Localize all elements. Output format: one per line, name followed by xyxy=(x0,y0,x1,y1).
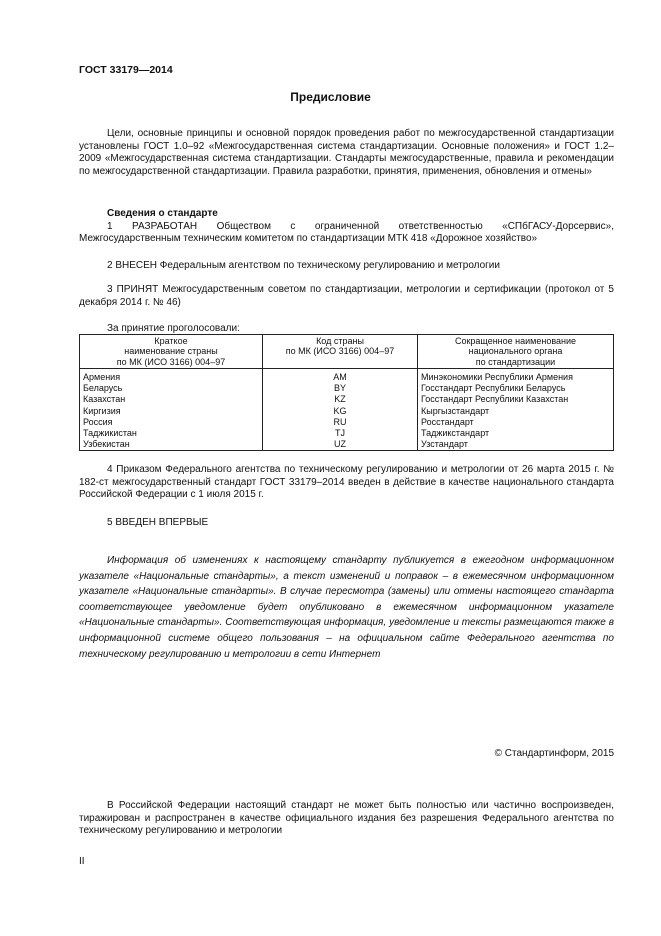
order-item: 4 Приказом Федерального агентства по техническому регулированию и метрологии от 26 марта 2015 г. № 182-ст межгосударственный стандарт ГОСТ 33179–2014 введен в действие в качестве национального стандарта Российской Федерации с 1 июля 2015 г. xyxy=(79,464,614,501)
table-row xyxy=(80,369,614,383)
table-row xyxy=(80,428,614,439)
table-header-row xyxy=(80,335,614,369)
body-cell: Минэкономики Республики Армения xyxy=(418,369,614,383)
code-cell: UZ xyxy=(263,439,418,451)
intro-paragraph xyxy=(79,128,614,178)
code-cell: RU xyxy=(263,416,418,427)
introduced-by-item: 2 ВНЕСЕН Федеральным агентством по техническому регулированию и метрологии xyxy=(107,260,500,271)
table-row xyxy=(80,394,614,405)
copyright-notice: © Стандартинформ, 2015 xyxy=(494,748,614,759)
body-cell: Таджикстандарт xyxy=(418,428,614,439)
page-number: II xyxy=(79,856,85,867)
body-cell: Госстандарт Республики Беларусь xyxy=(418,383,614,394)
reproduction-notice: В Российской Федерации настоящий стандарт не может быть полностью или частично воспроизведен, тиражирован и распространен в качестве официального издания без разрешения Федерального агентства по техническому регулированию и метрологии xyxy=(79,800,614,837)
body-cell: Госстандарт Республики Казахстан xyxy=(418,394,614,405)
developed-by-item: 1 РАЗРАБОТАН Обществом с ограниченной ответственностью «СПбГАСУ-Дорсервис», Межгосударственным техническим комитетом по стандартизации МТК 418 «Дорожное хозяйство» xyxy=(79,220,614,245)
standard-info-heading: Сведения о стандарте xyxy=(107,208,218,219)
table-row xyxy=(80,383,614,394)
table-row xyxy=(80,405,614,416)
table-row xyxy=(80,439,614,451)
body-cell: Росстандарт xyxy=(418,416,614,427)
table-row xyxy=(80,416,614,427)
header-body: Сокращенное наименование национального органа по стандартизации xyxy=(418,335,614,369)
body-cell: Узстандарт xyxy=(418,439,614,451)
page-title: Предисловие xyxy=(290,90,371,104)
country-cell: Беларусь xyxy=(80,383,263,394)
country-cell: Армения xyxy=(80,369,263,383)
amendments-notice: Информация об изменениях к настоящему стандарту публикуется в ежегодном информационном указателе «Национальные стандарты», а текст изменений и поправок – в ежемесячном информационном указателе «Национальные стандарты». В случае пересмотра (замены) или отмены настоящего стандарта соответствующее уведомление будет опубликовано в ежемесячном информационном указателе «Национальные стандарты». Соответствующая информация, уведомление и тексты размещаются также в информационной системе общего пользования – на официальном сайте Федерального агентства по техническому регулированию и метрологии в сети Интернет xyxy=(79,555,614,660)
header-country: Краткое наименование страны по МК (ИСО 3166) 004–97 xyxy=(80,335,263,369)
country-cell: Таджикистан xyxy=(80,428,263,439)
country-cell: Киргизия xyxy=(80,405,263,416)
country-cell: Россия xyxy=(80,416,263,427)
body-cell: Кыргызстандарт xyxy=(418,405,614,416)
header-code: Код страны по МК (ИСО 3166) 004–97 xyxy=(263,335,418,369)
code-cell: AM xyxy=(263,369,418,383)
adopted-by-item: 3 ПРИНЯТ Межгосударственным советом по стандартизации, метрологии и сертификации (протокол от 5 декабря 2014 г. № 46) xyxy=(79,284,614,308)
code-cell: KZ xyxy=(263,394,418,405)
intro-text: Цели, основные принципы и основной порядок проведения работ по межгосударственной стандартизации установлены ГОСТ 1.0–92 «Межгосударственная система стандартизации. Основные положения» и ГОСТ 1.2–2009 «Межгосударственная система стандартизации. Стандарты межгосударственные, правила и рекомендации по межгосударственной стандартизации. Правила разработки, принятия, применения, обновления и отмены» xyxy=(79,128,614,177)
standard-info-block xyxy=(79,208,614,246)
country-cell: Казахстан xyxy=(80,394,263,405)
code-cell: KG xyxy=(263,405,418,416)
first-introduced-item: 5 ВВЕДЕН ВПЕРВЫЕ xyxy=(107,517,209,528)
code-cell: TJ xyxy=(263,428,418,439)
code-cell: BY xyxy=(263,383,418,394)
document-code: ГОСТ 33179—2014 xyxy=(79,64,173,76)
votes-table xyxy=(79,334,614,451)
table-caption: За принятие проголосовали: xyxy=(107,323,240,334)
country-cell: Узбекистан xyxy=(80,439,263,451)
